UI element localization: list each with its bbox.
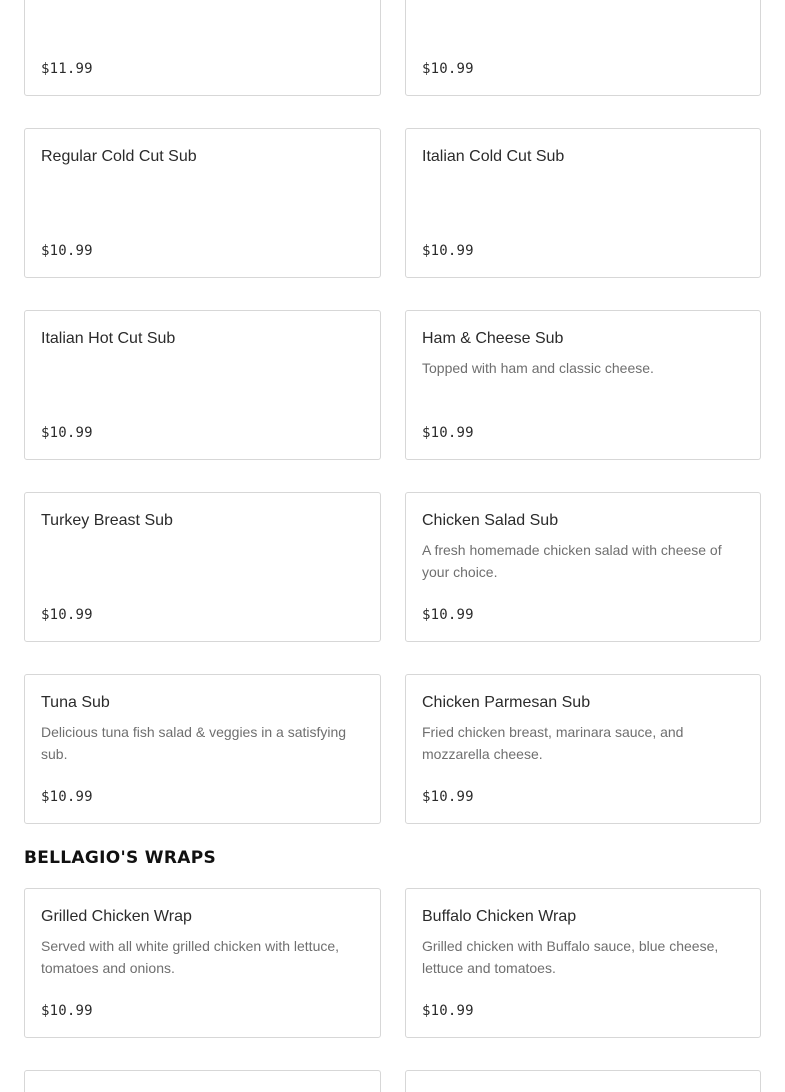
menu-item-card[interactable] [24, 0, 381, 96]
item-price: $10.99 [422, 1003, 474, 1019]
item-description: Fried chicken breast, marinara sauce, and mozzarella cheese. [422, 724, 684, 762]
item-price: $10.99 [422, 789, 474, 805]
menu-item-card[interactable] [24, 1070, 381, 1092]
menu-item-card[interactable] [405, 310, 761, 460]
item-name: Turkey Breast Sub [41, 512, 173, 529]
menu-item-card[interactable] [405, 1070, 761, 1092]
item-price: $10.99 [41, 1003, 93, 1019]
item-description: Served with all white grilled chicken with lettuce, tomatoes and onions. [41, 938, 340, 976]
item-name: Buffalo Chicken Wrap [422, 908, 577, 925]
section-heading: BELLAGIO'S WRAPS [24, 848, 216, 868]
item-name: Grilled Chicken Wrap [41, 908, 192, 925]
menu-item-card[interactable] [405, 674, 761, 824]
menu-item-card[interactable] [24, 128, 381, 278]
menu-item-card[interactable] [24, 310, 381, 460]
item-price: $10.99 [422, 425, 474, 441]
item-name: Tuna Sub [41, 694, 110, 711]
item-name: Chicken Parmesan Sub [422, 694, 591, 711]
item-price: $10.99 [422, 61, 474, 77]
item-name: Italian Cold Cut Sub [422, 148, 565, 165]
item-name: Italian Hot Cut Sub [41, 330, 176, 347]
item-name: Ham & Cheese Sub [422, 330, 564, 347]
item-price: $10.99 [41, 425, 93, 441]
menu-item-card[interactable] [24, 492, 381, 642]
item-description: A fresh homemade chicken salad with cheese of your choice. [422, 542, 722, 580]
menu-item-card[interactable] [24, 674, 381, 824]
item-price: $10.99 [422, 607, 474, 623]
item-price: $10.99 [422, 243, 474, 259]
item-price: $10.99 [41, 243, 93, 259]
item-name: Regular Cold Cut Sub [41, 148, 197, 165]
item-price: $10.99 [41, 607, 93, 623]
menu-item-card[interactable] [405, 0, 761, 96]
item-description: Topped with ham and classic cheese. [422, 360, 654, 376]
item-price: $11.99 [41, 61, 93, 77]
menu-item-card[interactable] [24, 888, 381, 1038]
item-description: Delicious tuna fish salad & veggies in a satisfying sub. [41, 724, 347, 762]
menu-item-card[interactable] [405, 492, 761, 642]
item-price: $10.99 [41, 789, 93, 805]
menu-item-card[interactable] [405, 128, 761, 278]
menu-item-card[interactable] [405, 888, 761, 1038]
item-description: Grilled chicken with Buffalo sauce, blue cheese, lettuce and tomatoes. [422, 938, 719, 976]
item-name: Chicken Salad Sub [422, 512, 559, 529]
